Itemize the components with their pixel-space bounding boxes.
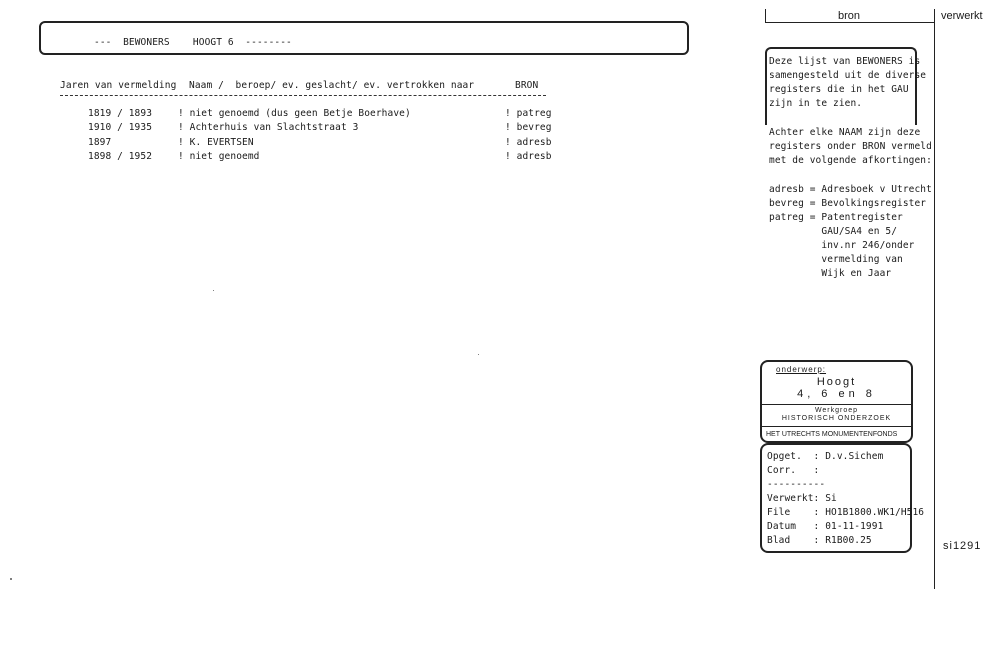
meta-line: Blad : R1B00.25: [767, 535, 872, 546]
table-row: [0, 137, 560, 151]
column-name: Naam / beroep/ ev. geslacht/ ev. vertrokken naar: [189, 80, 475, 91]
meta-line: Corr. :: [767, 465, 820, 476]
meta-line: Opget. : D.v.Sichem: [767, 451, 884, 462]
abbrev-line: inv.nr 246/onder: [769, 240, 915, 251]
scan-speck: [10, 578, 12, 580]
abbrev-line: adresb = Adresboek v Utrecht: [769, 184, 932, 195]
scan-speck: [213, 290, 214, 291]
row-years: 1898 / 1952: [88, 151, 153, 162]
abbrev-line: GAU/SA4 en 5/: [769, 226, 898, 237]
header-divider: [60, 95, 546, 96]
row-name: ! niet genoemd (dus geen Betje Boerhave): [178, 108, 411, 119]
subject-divider: [762, 404, 911, 405]
abbrev-line: bevreg = Bevolkingsregister: [769, 198, 927, 209]
row-years: 1897: [88, 137, 112, 148]
note-line: met de volgende afkortingen:: [769, 155, 932, 166]
subject-divider: [762, 426, 911, 427]
bron-heading: bron: [838, 10, 861, 22]
meta-line: File : HO1B1800.WK1/H516: [767, 507, 925, 518]
row-name: ! Achterhuis van Slachtstraat 3: [178, 122, 359, 133]
note-line: Deze lijst van BEWONERS is: [769, 56, 921, 67]
note-line: zijn in te zien.: [769, 98, 863, 109]
table-row: [0, 122, 560, 136]
historisch-label: HISTORISCH ONDERZOEK: [781, 415, 892, 422]
page-title: --- BEWONERS HOOGT 6 --------: [94, 37, 292, 48]
title-box: [39, 21, 689, 55]
werkgroep-label: Werkgroep: [814, 407, 859, 414]
abbrev-line: patreg = Patentregister: [769, 212, 903, 223]
row-source: ! patreg: [505, 108, 552, 119]
row-name: ! K. EVERTSEN: [178, 137, 254, 148]
abbrev-line: Wijk en Jaar: [769, 268, 892, 279]
sidebar-column-rule: [934, 9, 935, 589]
subject-label: onderwerp:: [776, 365, 827, 374]
row-name: ! niet genoemd: [178, 151, 260, 162]
note-line: Achter elke NAAM zijn deze: [769, 127, 921, 138]
note-line: registers onder BRON vermeld: [769, 141, 932, 152]
scan-speck: [478, 354, 479, 355]
subject-stamp: [760, 360, 913, 443]
column-source: BRON: [515, 80, 539, 91]
verwerkt-heading: verwerkt: [941, 10, 983, 22]
sidebar-left-tick: [765, 9, 766, 23]
meta-line: Verwerkt: Si: [767, 493, 837, 504]
page-code: si1291: [943, 540, 982, 552]
fonds-label: HET UTRECHTS MONUMENTENFONDS: [766, 431, 898, 438]
column-years: Jaren van vermelding: [60, 80, 177, 91]
sidebar-top-rule: [765, 22, 935, 23]
row-years: 1910 / 1935: [88, 122, 153, 133]
table-row: [0, 108, 560, 122]
table-row: [0, 151, 560, 165]
row-source: ! bevreg: [505, 122, 552, 133]
row-source: ! adresb: [505, 151, 552, 162]
meta-line: Datum : 01-11-1991: [767, 521, 884, 532]
meta-line: ----------: [767, 479, 826, 490]
subject-title: Hoogt: [816, 376, 857, 388]
column-header: [0, 80, 560, 94]
row-source: ! adresb: [505, 137, 552, 148]
note-line: registers die in het GAU: [769, 84, 909, 95]
row-years: 1819 / 1893: [88, 108, 153, 119]
abbrev-line: vermelding van: [769, 254, 903, 265]
note-line: samengesteld uit de diverse: [769, 70, 927, 81]
subject-subtitle: 4, 6 en 8: [797, 388, 876, 400]
